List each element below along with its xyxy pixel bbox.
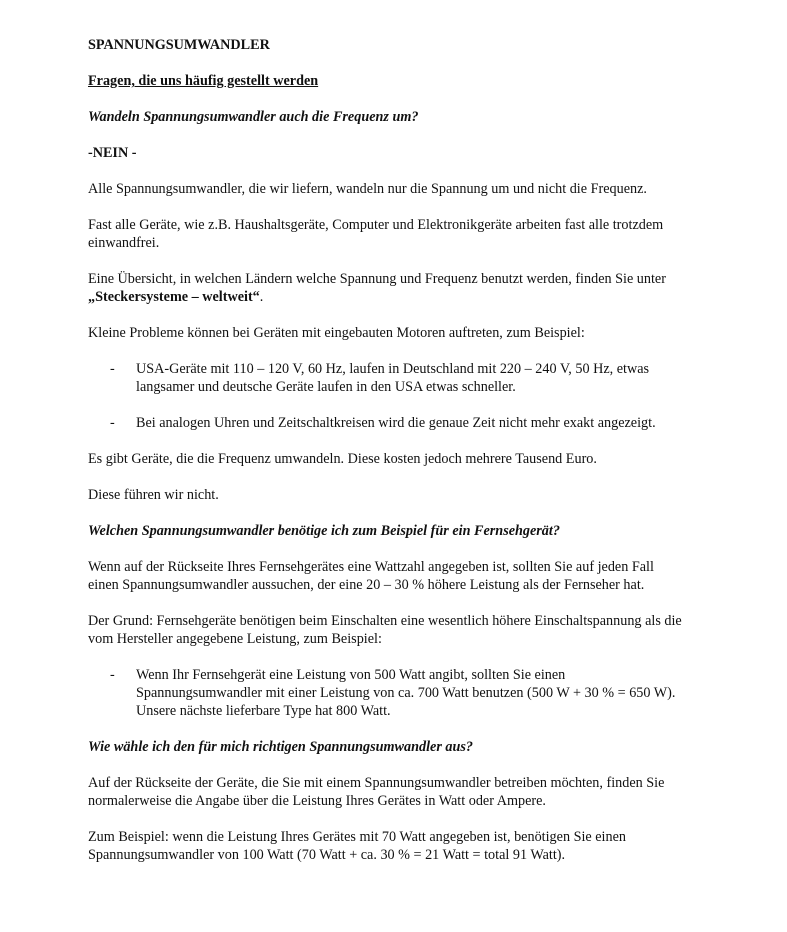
- list-item: [88, 360, 688, 396]
- dash-marker: -: [110, 415, 115, 431]
- paragraph-overview: [88, 270, 688, 306]
- bullet-list: [88, 360, 688, 432]
- list-item: [88, 666, 688, 720]
- document-subtitle: Fragen, die uns häufig gestellt werden: [88, 73, 319, 89]
- paragraph: Wenn auf der Rückseite Ihres Fernsehgerätes eine Wattzahl angegeben ist, sollten Sie auf jeden Fall einen Spannungsumwandler aussuchen, der eine 20 – 30 % höhere Leistung als der Fernseher hat.: [88, 559, 654, 593]
- paragraph: Kleine Probleme können bei Geräten mit eingebauten Motoren auftreten, zum Beispiel:: [88, 325, 585, 341]
- faq-question-tv: Welchen Spannungsumwandler benötige ich zum Beispiel für ein Fernsehgerät?: [88, 523, 560, 539]
- list-item-text: USA-Geräte mit 110 – 120 V, 60 Hz, laufen in Deutschland mit 220 – 240 V, 50 Hz, etwas langsamer und deutsche Geräte laufen in den USA etwas schneller.: [136, 361, 650, 395]
- bullet-list: [88, 666, 688, 720]
- paragraph: Es gibt Geräte, die die Frequenz umwandeln. Diese kosten jedoch mehrere Tausend Euro.: [88, 451, 597, 467]
- paragraph-text: .: [259, 289, 264, 305]
- paragraph: Alle Spannungsumwandler, die wir liefern, wandeln nur die Spannung um und nicht die Frequenz.: [88, 181, 647, 197]
- paragraph-text: Eine Übersicht, in welchen Ländern welche Spannung und Frequenz benutzt werden, finden Sie unter: [88, 271, 666, 287]
- paragraph: Fast alle Geräte, wie z.B. Haushaltsgeräte, Computer und Elektronikgeräte arbeiten fast alle trotzdem einwandfrei.: [88, 217, 664, 251]
- paragraph: Zum Beispiel: wenn die Leistung Ihres Gerätes mit 70 Watt angegeben ist, benötigen Sie einen Spannungsumwandler von 100 Watt (70 Watt + ca. 30 % = 21 Watt = total 91 Watt).: [88, 829, 626, 863]
- faq-short-answer: -NEIN -: [88, 145, 137, 161]
- list-item-text: Bei analogen Uhren und Zeitschaltkreisen wird die genaue Zeit nicht mehr exakt angezeigt.: [136, 415, 656, 431]
- paragraph: Diese führen wir nicht.: [88, 487, 219, 503]
- paragraph: Auf der Rückseite der Geräte, die Sie mit einem Spannungsumwandler betreiben möchten, finden Sie normalerweise die Angabe über die Leistung Ihres Gerätes in Watt oder Ampere.: [88, 775, 665, 809]
- list-item: [88, 414, 688, 432]
- steckersysteme-reference: „Steckersysteme – weltweit“: [88, 289, 260, 305]
- document-title: SPANNUNGSUMWANDLER: [88, 37, 270, 53]
- dash-marker: -: [110, 667, 115, 683]
- document-page: [88, 36, 688, 882]
- faq-question-selection: Wie wähle ich den für mich richtigen Spannungsumwandler aus?: [88, 739, 473, 755]
- list-item-text: Wenn Ihr Fernsehgerät eine Leistung von 500 Watt angibt, sollten Sie einen Spannungsumwandler mit einer Leistung von ca. 700 Watt benutzen (500 W + 30 % = 650 W). Unsere nächste lieferbare Type hat 800 Watt.: [136, 667, 676, 719]
- paragraph: Der Grund: Fernsehgeräte benötigen beim Einschalten eine wesentlich höhere Einschaltspannung als die vom Hersteller angegebene Leistung, zum Beispiel:: [88, 613, 682, 647]
- dash-marker: -: [110, 361, 115, 377]
- faq-question-frequency: Wandeln Spannungsumwandler auch die Frequenz um?: [88, 109, 419, 125]
